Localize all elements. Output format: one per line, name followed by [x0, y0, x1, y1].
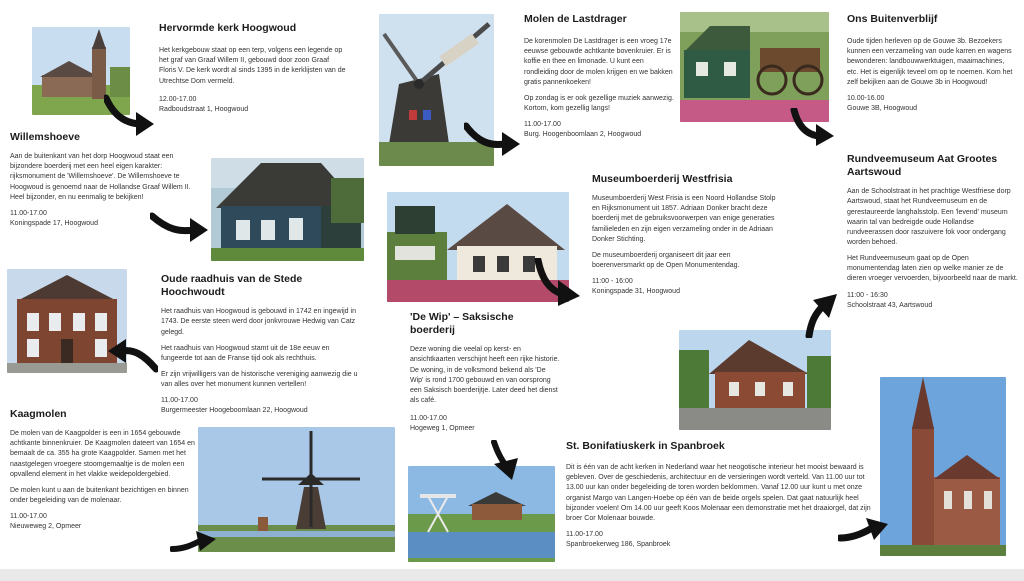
museumboerderij-text-2: De museumboerderij organiseert dit jaar een boerenversmarkt op de Open Monumentendag. [592, 251, 740, 269]
hervormde-kerk-title: Hervormde kerk Hoogwoud [159, 22, 297, 34]
molen-lastdrager-hours: 11.00-17.00 [524, 121, 561, 129]
de-wip-hours: 11.00-17.00 [410, 415, 447, 423]
willemshoeve-block [10, 131, 200, 229]
arrow-icon [790, 108, 834, 146]
rundveemuseum-photo [679, 330, 831, 430]
molen-lastdrager-address: Burg. Hoogenboomlaan 2, Hoogwoud [524, 131, 642, 139]
de-wip-text: Deze woning die veelal op kerst- en ansichtkaarten verschijnt heeft een rijke historie. De woning, in de volksmond bekend als 'De Wip' is rond 1700 gebouwd en van oorsprong een Saksisch boerderijtje. Later deed het dienst als café. [410, 346, 560, 404]
arrow-icon [104, 94, 154, 136]
arrow-icon [490, 440, 524, 480]
kaagmolen-photo [198, 427, 395, 552]
bonifatiuskerk-address: Spanbroekerweg 186, Spanbroek [566, 541, 671, 549]
arrow-icon [534, 258, 580, 306]
willemshoeve-address: Koningspade 17, Hoogwoud [10, 219, 98, 227]
willemshoeve-photo [211, 158, 364, 261]
buitenverblijf-block [847, 13, 1017, 114]
raadhuis-hours: 11.00-17.00 [161, 397, 198, 405]
willemshoeve-title: Willemshoeve [10, 131, 80, 143]
de-wip-block [410, 311, 560, 434]
buitenverblijf-title: Ons Buitenverblijf [847, 13, 938, 25]
hervormde-kerk-hours: 12.00-17.00 [159, 95, 197, 103]
de-wip-address: Hogeweg 1, Opmeer [410, 425, 475, 433]
bonifatiuskerk-title: St. Bonifatiuskerk in Spanbroek [566, 440, 725, 452]
rundveemuseum-address: Schoolstraat 43, Aartswoud [847, 301, 933, 309]
molen-lastdrager-block [524, 13, 674, 140]
buitenverblijf-photo [680, 12, 829, 122]
rundveemuseum-hours: 11:00 - 16:30 [847, 291, 888, 299]
buitenverblijf-hours: 10.00-16.00 [847, 94, 885, 102]
rundveemuseum-block [847, 153, 1019, 311]
raadhuis-block [161, 273, 361, 417]
arrow-icon [108, 333, 158, 373]
molen-lastdrager-title: Molen de Lastdrager [524, 13, 627, 25]
rundveemuseum-title: Rundveemuseum Aat Grootes Aartswoud [847, 153, 998, 179]
hervormde-kerk-block [159, 22, 347, 115]
kaagmolen-title: Kaagmolen [10, 408, 67, 420]
de-wip-title: 'De Wip' – Saksische boerderij [410, 311, 514, 337]
arrow-icon [803, 292, 837, 338]
arrow-icon [464, 122, 520, 158]
raadhuis-text-3: Er zijn vrijwilligers van de historische vereniging aanwezig die u van alles over het monument kunnen vertellen! [161, 370, 358, 389]
bonifatiuskerk-text: Dit is één van de acht kerken in Nederland waar het neogotische interieur het mooist bewaard is gebleven. Over de geschiedenis, architectuur en de versieringen wordt verteld. Van 11.00 uur tot 13.00 uur kan onder begeleiding de toren worden beklommen. Vanaf 12.00 uur kunt u met onze organist Margo van Langen-Hoebe op één van de beide orgels spelen. Dat gaat natuurlijk heel bijzonder voelen! Om 14.00 uur geeft Koos Molenaar een demonstratie met het draaiorgel, dat zijn broer Cor Molenaar bouwde. [566, 464, 871, 522]
raadhuis-title: Oude raadhuis van de Stede Hoochwoudt [161, 273, 303, 299]
kaagmolen-text-1: De molen van de Kaagpolder is een in 1654 gebouwde achtkante binnenkruier. De Kaagmolen dateert van 1654 en bemaalt de ca. 355 ha grote Kaagpolder. Samen met het naastgelegen vroegere stoomgemaaltje is de molen een opvallend element in het vlakke weidepoldergebied. [10, 430, 195, 478]
willemshoeve-hours: 11.00-17.00 [10, 209, 47, 217]
kaagmolen-hours: 11.00-17.00 [10, 513, 47, 521]
bonifatiuskerk-block [566, 440, 872, 550]
hervormde-kerk-text: Het kerkgebouw staat op een terp, volgens een legende op het graf van Graaf Willem II, gebouwd door zoon Graaf Floris V. De kerk wordt al sinds 1395 in de kerklijsten van de Utrechtse Dom vermeld. [159, 47, 346, 85]
de-wip-photo [408, 466, 555, 562]
buitenverblijf-text: Oude tijden herleven op de Gouwe 3b. Bezoekers kunnen een verzameling van oude karren en wagens bewonderen: landbouwwerktuigen, maaimachines, etc. Het is eigenlijk teveel om op te noemen. Kom het zelf bekijken aan de Gouwe 3b in Hoogwoud! [847, 38, 1013, 86]
kaagmolen-block [10, 408, 200, 532]
museumboerderij-address: Koningspade 31, Hoogwoud [592, 288, 680, 296]
museumboerderij-title: Museumboerderij Westfrisia [592, 173, 733, 185]
raadhuis-text-1: Het raadhuis van Hoogwoud is gebouwd in 1742 en ingewijd in 1743. De eerste steen werd door jonkvrouwe Hedwig van Catz gelegd. [161, 308, 356, 336]
buitenverblijf-address: Gouwe 3B, Hoogwoud [847, 104, 918, 112]
rundveemuseum-text-2: Het Rundveemuseum gaat op de Open monumentendag laten zien op welke manier ze de dieren vroeger vervoerden, bijvoorbeeld naar de markt. [847, 255, 1018, 283]
museumboerderij-block [592, 173, 778, 297]
bonifatiuskerk-hours: 11.00-17.00 [566, 530, 603, 538]
molen-lastdrager-text-2: Op zondag is er ook gezellige muziek aanwezig. Kortom, kom gezellig langs! [524, 94, 674, 112]
arrow-icon [170, 529, 216, 555]
museumboerderij-hours: 11:00 - 16:00 [592, 278, 633, 286]
kaagmolen-address: Nieuweweg 2, Opmeer [10, 523, 82, 531]
raadhuis-text-2: Het raadhuis van Hoogwoud stamt uit de 18e eeuw en fungeerde tot aan de Franse tijd ook als rechthuis. [161, 344, 330, 362]
raadhuis-address: Burgermeester Hoogeboomlaan 22, Hoogwoud [161, 407, 308, 415]
rundveemuseum-text-1: Aan de Schoolstraat in het prachtige Westfriese dorp Aartswoud, staat het Rundveemuseum en de gerestaureerde langhalsstolp. Een 'levend' museum waarin tal van bedreigde oude Hollandse rundveerassen door raszuivere fok voor ondergang worden behoed. [847, 188, 1011, 246]
bonifatiuskerk-photo [880, 377, 1006, 556]
hervormde-kerk-address: Radboudstraat 1, Hoogwoud [159, 105, 249, 113]
museumboerderij-text-1: Museumboerderij West Frisia is een Noord Hollandse Stolp en Rijksmonument uit 1857. Adriaan Donker bracht deze boerderij met de gebruiksvoorwerpen van enige generaties familieleden en zijn eigen verzameling onder in de Adriaan Donker Stichting. [592, 195, 776, 243]
bottom-strip [0, 569, 1024, 581]
molen-lastdrager-text-1: De korenmolen De Lastdrager is een vroeg 17e eeuwse gebouwde achtkante bovenkruier. Er is koffie en thee en limonade. U kunt een rondleiding door de molen krijgen en we bakken gratis pannenkoeken! [524, 38, 673, 86]
kaagmolen-text-2: De molen kunt u aan de buitenkant bezichtigen en binnen onder begeleiding van de molenaar. [10, 486, 189, 504]
willemshoeve-text: Aan de buitenkant van het dorp Hoogwoud staat een bijzondere boerderij met een heel eigen karakter: rijksmonument de 'Willemshoeve'. De Willemshoeve te Hoogwoud is genoemd naar de Hollandse Graaf Willem II. Heel bijzonder, en nu eenmalig te bekijken! [10, 153, 191, 201]
